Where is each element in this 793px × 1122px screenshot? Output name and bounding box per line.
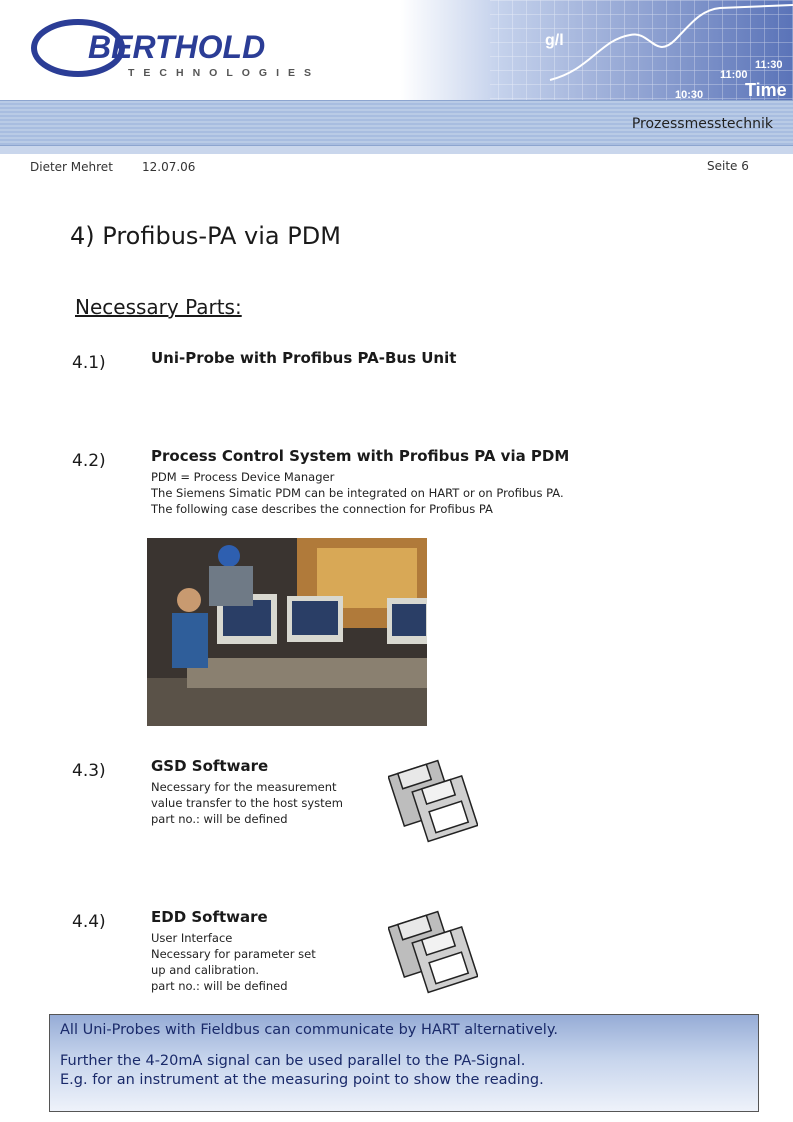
parts-heading: Necessary Parts: (75, 295, 242, 319)
section-number: 4.3) (72, 761, 106, 781)
section-text: The Siemens Simatic PDM can be integrated on HART or on Profibus PA. (151, 486, 564, 500)
section-text: value transfer to the host system (151, 796, 343, 810)
art-label-1130: 11:30 (755, 59, 783, 71)
header-graph-image (400, 0, 793, 100)
section-title: Uni-Probe with Profibus PA-Bus Unit (151, 349, 457, 367)
logo-sub-text: TECHNOLOGIES (128, 67, 321, 79)
page-title: 4) Profibus-PA via PDM (70, 222, 341, 250)
section-number: 4.4) (72, 912, 106, 932)
art-label-1030: 10:30 (675, 89, 704, 100)
section-title: GSD Software (151, 757, 269, 775)
section-title: EDD Software (151, 908, 268, 926)
section-number: 4.1) (72, 353, 106, 373)
page-number: Seite 6 (707, 159, 749, 173)
author: Dieter Mehret (30, 160, 113, 174)
header-rule (0, 146, 793, 154)
section-text: User Interface (151, 931, 233, 945)
section-text: up and calibration. (151, 963, 260, 977)
section-text: Necessary for the measurement (151, 780, 337, 794)
art-label-time: Time (745, 80, 787, 100)
floppy-disk-icon (388, 756, 478, 846)
info-note-box (49, 1014, 759, 1112)
section-text: The following case describes the connection for Profibus PA (151, 502, 493, 516)
section-title: Process Control System with Profibus PA via PDM (151, 447, 570, 465)
department-label: Prozessmesstechnik (631, 116, 773, 132)
section-text: part no.: will be defined (151, 979, 288, 993)
art-label-1100: 11:00 (720, 69, 748, 81)
date: 12.07.06 (142, 160, 196, 174)
note-line: Further the 4-20mA signal can be used parallel to the PA-Signal. (60, 1053, 526, 1069)
control-room-photo (147, 538, 427, 726)
section-number: 4.2) (72, 451, 106, 471)
section-text: Necessary for parameter set (151, 947, 316, 961)
section-text: part no.: will be defined (151, 812, 288, 826)
logo-brand-text: BERTHOLD (88, 29, 266, 65)
art-label-gl: g/l (545, 32, 564, 49)
note-line: All Uni-Probes with Fieldbus can communicate by HART alternatively. (60, 1022, 558, 1038)
note-line: E.g. for an instrument at the measuring point to show the reading. (60, 1072, 544, 1088)
berthold-logo (30, 18, 350, 80)
section-text: PDM = Process Device Manager (151, 470, 335, 484)
floppy-disk-icon (388, 907, 478, 997)
